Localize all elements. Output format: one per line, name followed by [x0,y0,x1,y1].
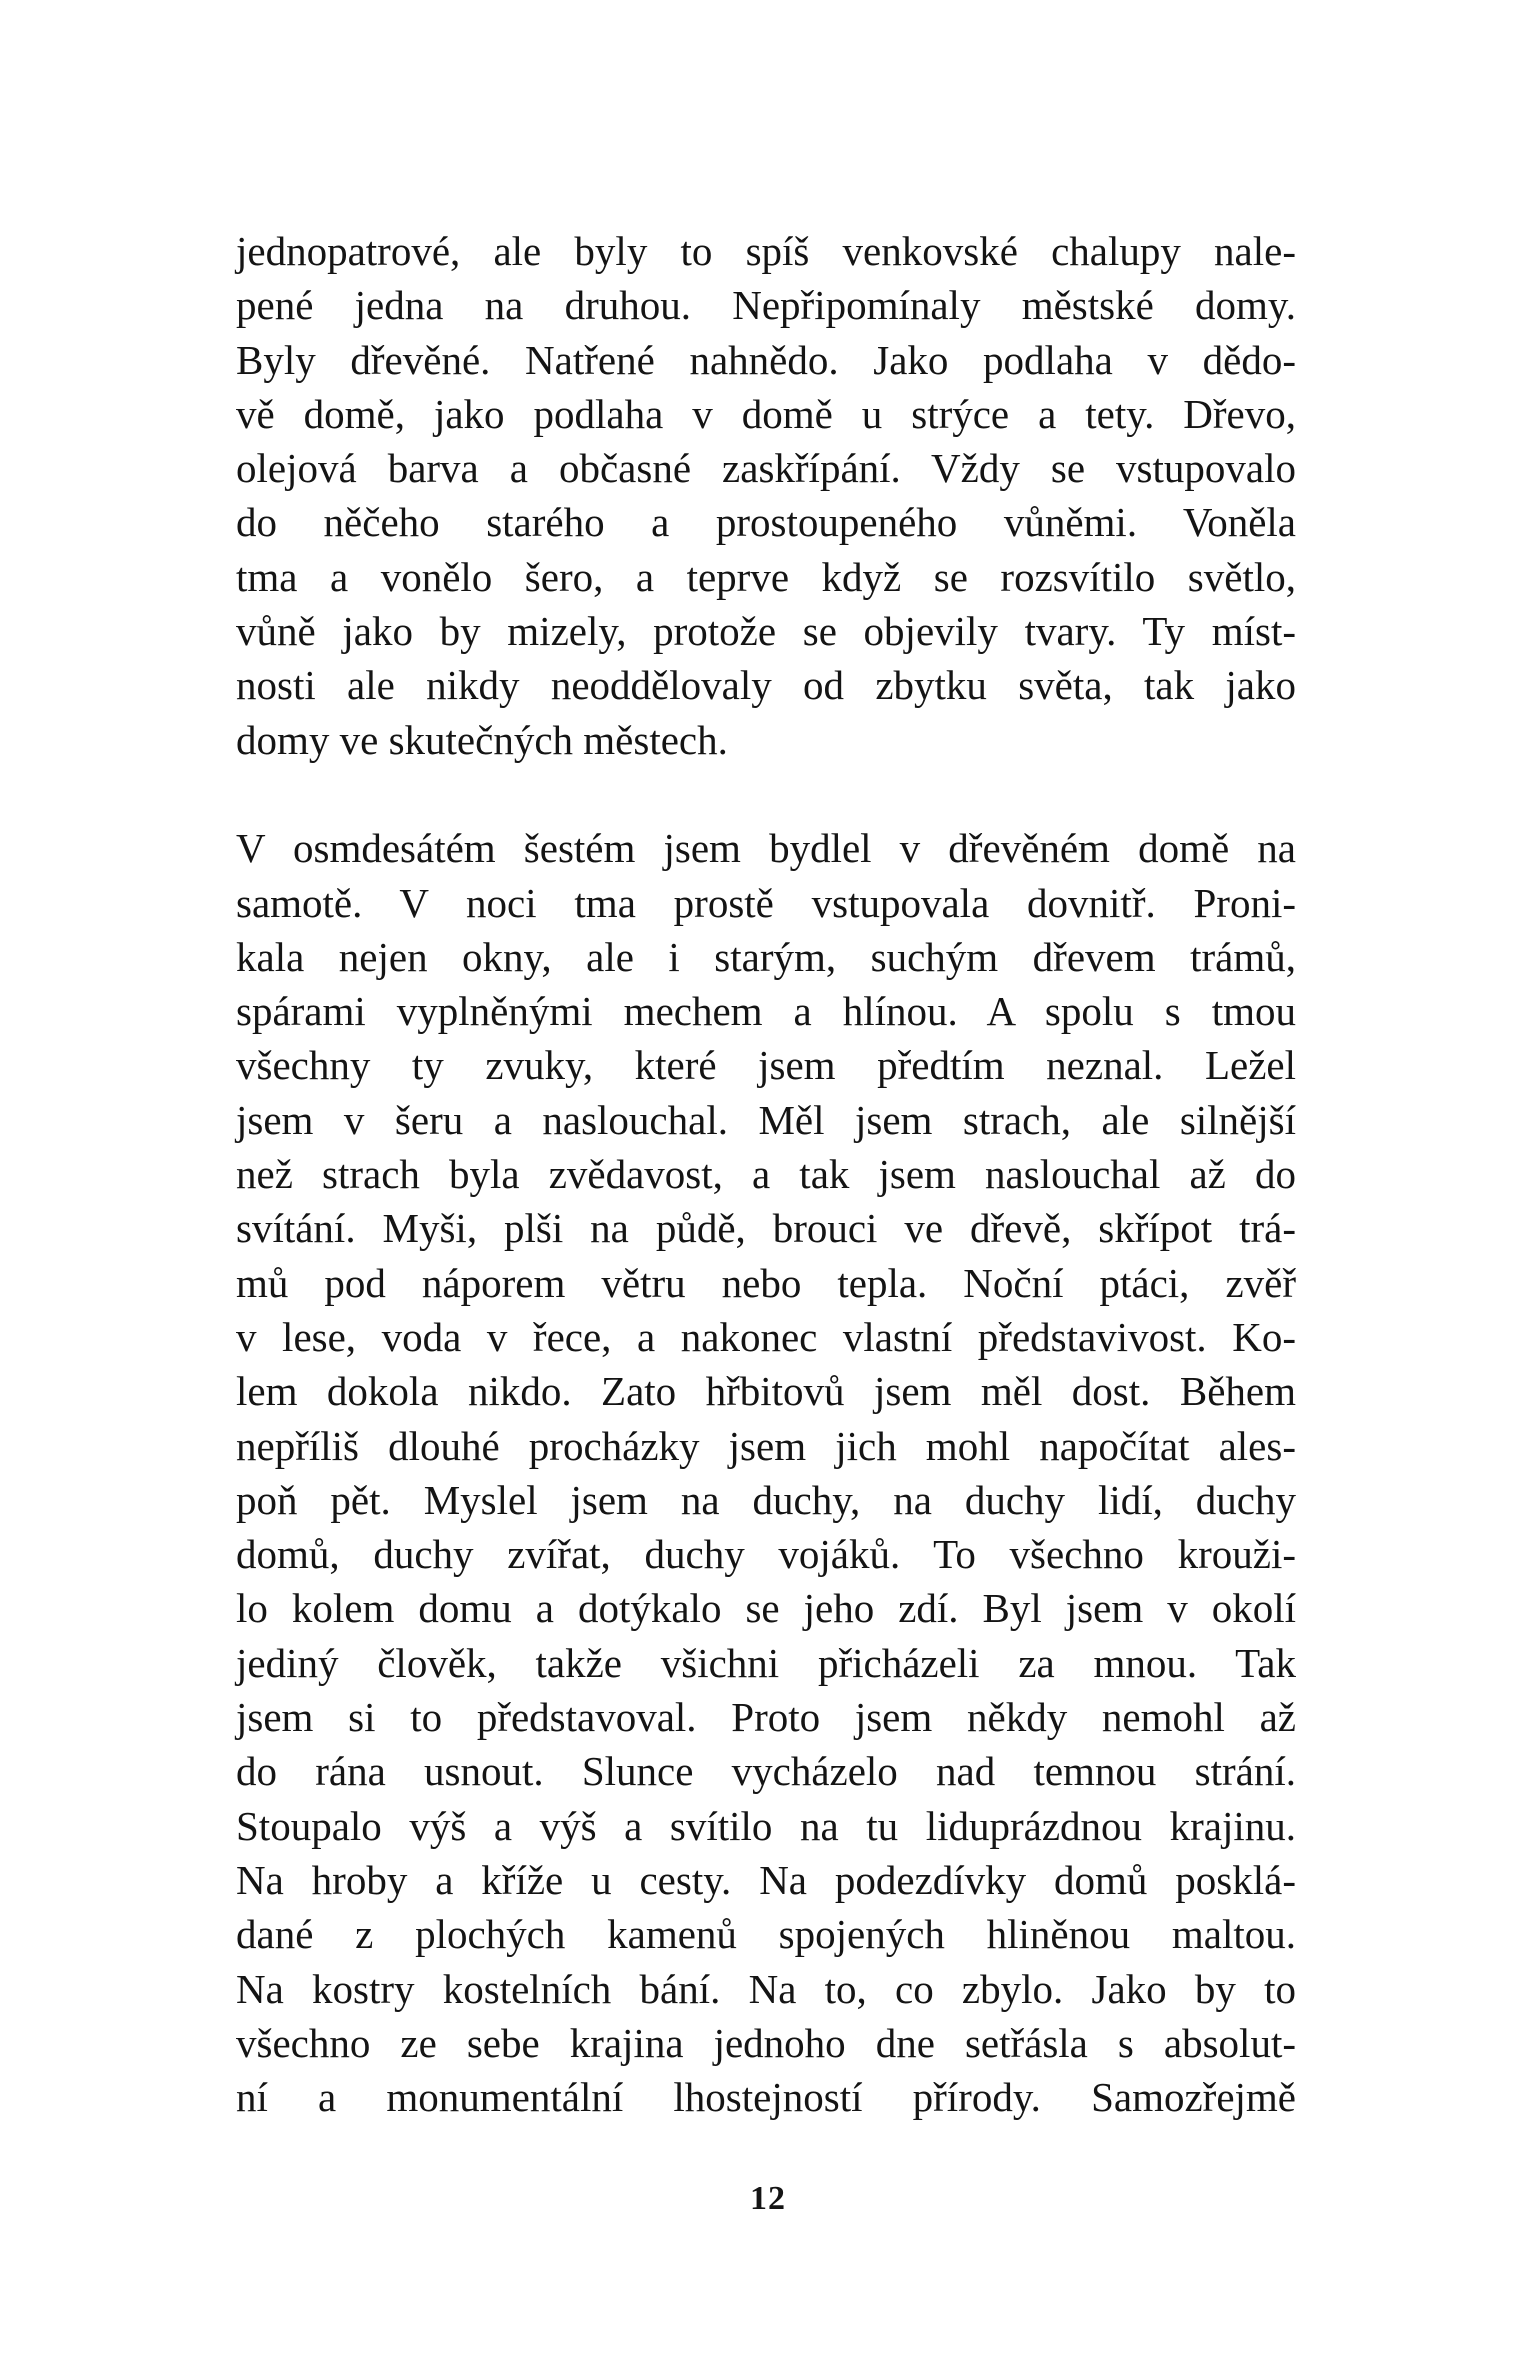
text-line: vě domě, jako podlaha v domě u strýce a tety. Dřevo, [236,390,1296,437]
text-line: jediný člověk, takže všichni přicházeli za mnou. Tak [236,1639,1296,1686]
text-line: dané z plochých kamenů spojených hliněnou maltou. [236,1911,1296,1958]
text-line: mů pod náporem větru nebo tepla. Noční ptáci, zvěř [236,1259,1296,1306]
text-line: všechny ty zvuky, které jsem předtím neznal. Ležel [236,1042,1296,1089]
text-line: olejová barva a občasné zaskřípání. Vždy se vstupovalo [236,445,1296,492]
text-line: pené jedna na druhou. Nepřipomínaly městské domy. [236,282,1296,329]
text-line: než strach byla zvědavost, a tak jsem naslouchal až do [236,1151,1296,1198]
text-line: v lese, voda v řece, a nakonec vlastní představivost. Ko- [236,1313,1296,1360]
page-number: 12 [750,2180,786,2217]
text-line: domů, duchy zvířat, duchy vojáků. To všechno krouži- [236,1531,1296,1578]
text-line: do něčeho starého a prostoupeného vůněmi. Voněla [236,499,1296,546]
text-line: všechno ze sebe krajina jednoho dne setřásla s absolut- [236,2019,1296,2066]
text-line: Stoupalo výš a výš a svítilo na tu liduprázdnou krajinu. [236,1802,1296,1849]
text-line: spárami vyplněnými mechem a hlínou. A spolu s tmou [236,988,1296,1035]
paragraph-1 [236,224,1296,767]
text-line: kala nejen okny, ale i starým, suchým dřevem trámů, [236,933,1296,980]
text-line: jednopatrové, ale byly to spíš venkovské chalupy nale- [236,228,1296,274]
text-line: Na hroby a kříže u cesty. Na podezdívky domů posklá- [236,1856,1296,1903]
text-line: lem dokola nikdo. Zato hřbitovů jsem měl dost. Během [236,1368,1296,1415]
text-line: vůně jako by mizely, protože se objevily tvary. Ty míst- [236,608,1296,655]
paragraph-2 [236,821,1296,2124]
paragraph-spacer [236,767,1296,821]
text-line: samotě. V noci tma prostě vstupovala dovnitř. Proni- [236,879,1296,926]
text-line: jsem si to představoval. Proto jsem někdy nemohl až [236,1694,1296,1741]
text-line: Na kostry kostelních bání. Na to, co zbylo. Jako by to [236,1965,1296,2012]
body-text [236,224,1296,2124]
text-line: jsem v šeru a naslouchal. Měl jsem strach, ale silnější [236,1096,1296,1143]
text-line: lo kolem domu a dotýkalo se jeho zdí. Byl jsem v okolí [236,1585,1296,1632]
text-line: domy ve skutečných městech. [236,716,728,763]
text-line: do rána usnout. Slunce vycházelo nad temnou strání. [236,1748,1296,1795]
text-line: Byly dřevěné. Natřené nahnědo. Jako podlaha v dědo- [236,336,1296,383]
text-line: V osmdesátém šestém jsem bydlel v dřevěném domě na [236,825,1296,872]
text-line: svítání. Myši, plši na půdě, brouci ve dřevě, skřípot trá- [236,1205,1296,1252]
text-line: poň pět. Myslel jsem na duchy, na duchy lidí, duchy [236,1476,1296,1523]
text-line: tma a vonělo šero, a teprve když se rozsvítilo světlo, [236,553,1296,600]
text-line: nepříliš dlouhé procházky jsem jich mohl napočítat ales- [236,1422,1296,1469]
text-line: ní a monumentální lhostejností přírody. Samozřejmě [236,2074,1296,2121]
text-line: nosti ale nikdy neoddělovaly od zbytku světa, tak jako [236,662,1296,709]
